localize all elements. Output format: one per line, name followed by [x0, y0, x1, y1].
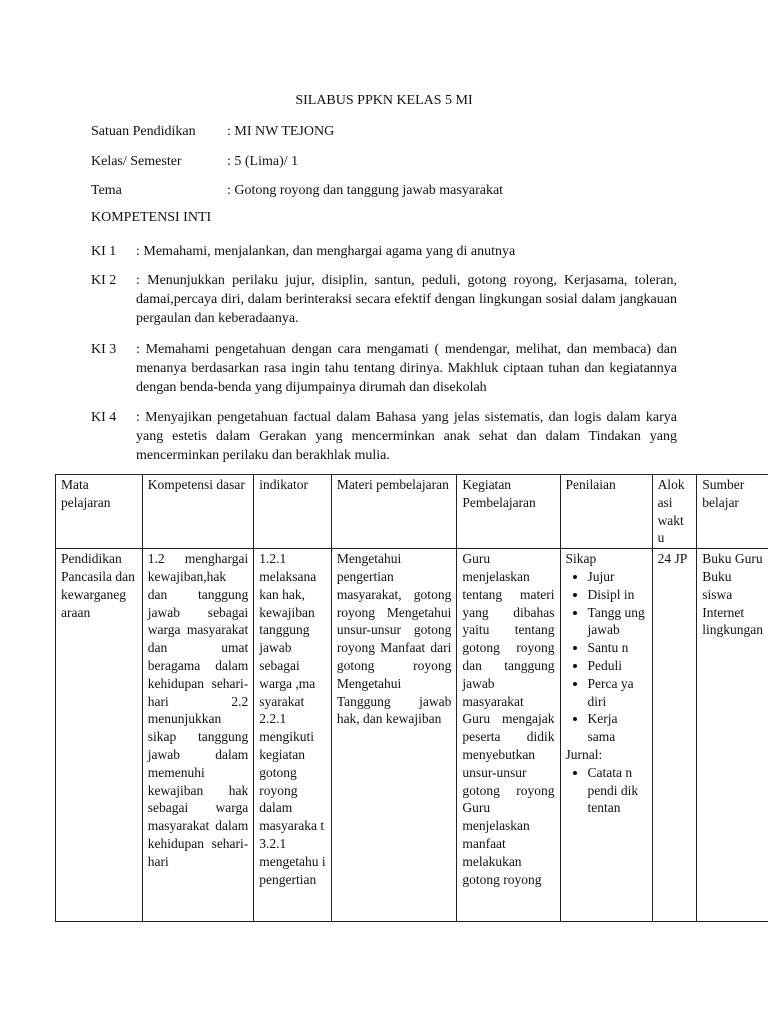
- header-cell: indikator: [254, 475, 332, 549]
- materi-cell: Mengetahui pengertian masyarakat, gotong royong Mengetahui unsur-unsur gotong royong Manfaat dari gotong royong Mengetahui Tanggung jawab hak, dan kewajiban: [331, 549, 457, 922]
- ki-item-4: [91, 408, 677, 465]
- ki-item-2: [91, 271, 677, 328]
- header-cell: Kompetensi dasar: [142, 475, 254, 549]
- header-cell: Penilaian: [560, 475, 652, 549]
- list-item: • Disipl in: [588, 586, 647, 604]
- ki-item-3: [91, 340, 677, 397]
- ki-text: : Memahami pengetahuan dengan cara mengamati ( mendengar, melihat, dan membaca) dan menanya berdasarkan rasa ingin tahu tentang dirinya. Makhluk ciptaan tuhan dan kegiatannya dengan benda-benda yang dijumpainya dirumah dan disekolah: [136, 342, 677, 395]
- ki-number: KI 3: [91, 342, 117, 357]
- table-row: [56, 549, 768, 922]
- header-cell: Alok asi wakt u: [652, 475, 697, 549]
- ki-number: KI 2: [91, 273, 117, 288]
- jurnal-label: Jurnal:: [565, 746, 603, 762]
- penilaian-cell: [560, 549, 652, 922]
- document-title: SILABUS PPKN KELAS 5 MI: [295, 93, 473, 108]
- list-item: • Jujur: [588, 568, 647, 586]
- sikap-list: [566, 568, 647, 746]
- ki-text: : Menyajikan pengetahuan factual dalam Bahasa yang jelas sistematis, dan logis dalam karya yang estetis dalam Gerakan yang mencerminkan anak sehat dan dalam Tindakan yang mencerminkan perilaku dan berakhlak mulia.: [136, 410, 677, 463]
- header-cell: Sumber belajar: [697, 475, 768, 549]
- header-cell: Kegiatan Pembelajaran: [457, 475, 560, 549]
- ki-text: : Memahami, menjalankan, dan menghargai agama yang di anutnya: [136, 244, 516, 259]
- header-cell: Mata pelajaran: [56, 475, 143, 549]
- alokasi-cell: 24 JP: [652, 549, 697, 922]
- table-header-row: [56, 475, 768, 549]
- ki-number: KI 4: [91, 410, 117, 425]
- list-item: • Kerja sama: [588, 710, 647, 746]
- meta-value: : Gotong royong dan tanggung jawab masyarakat: [227, 183, 504, 198]
- meta-label: Kelas/ Semester: [91, 154, 182, 169]
- ki-item-1: [91, 242, 677, 261]
- mata-pelajaran-cell: Pendidikan Pancasila dan kewarganeg araan: [56, 549, 143, 922]
- meta-kelas-semester: [91, 154, 298, 170]
- list-item: • Santu n: [588, 639, 647, 657]
- list-item: • Tangg ung jawab: [588, 604, 647, 640]
- sumber-cell: Buku Guru Buku siswa Internet lingkungan: [697, 549, 768, 922]
- meta-satuan-pendidikan: [91, 124, 334, 140]
- sikap-label: Sikap: [565, 551, 597, 567]
- header-cell: Materi pembelajaran: [331, 475, 457, 549]
- meta-value: : 5 (Lima)/ 1: [227, 154, 299, 169]
- kompetensi-dasar-cell: 1.2 menghargai kewajiban,hak dan tanggung jawab sebagai warga masyarakat dan umat beragama dalam kehidupan sehari-hari 2.2 menunjukkan sikap tanggung jawab dalam memenuhi kewajiban hak sebagai warga masyarakat dalam kehidupan sehari- hari: [142, 549, 254, 922]
- ki-text: : Menunjukkan perilaku jujur, disiplin, santun, peduli, gotong royong, Kerjasama, toleran, damai,percaya diri, dalam berinteraksi secara efektif dengan lingkungan sosial dalam jangkauan pergaulan dan keberadaanya.: [136, 273, 677, 326]
- ki-number: KI 1: [91, 244, 117, 259]
- kompetensi-inti-heading: KOMPETENSI INTI: [91, 210, 212, 225]
- list-item: • Catata n pendi dik tentan: [588, 764, 647, 817]
- kegiatan-cell: Guru menjelaskan tentang materi yang dibahas yaitu tentang gotong royong dan tanggung jawab masyarakat Guru mengajak peserta didik menyebutkan unsur-unsur gotong royong Guru menjelaskan manfaat melakukan gotong royong: [457, 549, 560, 922]
- indikator-cell: 1.2.1 melaksana kan hak, kewajiban tanggung jawab sebagai warga ,ma syarakat 2.2.1 mengikuti kegiatan gotong royong dalam masyaraka t 3.2.1 mengetahu i pengertian: [254, 549, 332, 922]
- jurnal-list: [566, 764, 647, 817]
- meta-tema: [91, 183, 503, 199]
- syllabus-table: [55, 474, 768, 922]
- meta-label: Tema: [91, 183, 122, 198]
- meta-value: : MI NW TEJONG: [227, 124, 335, 139]
- list-item: • Peduli: [588, 657, 647, 675]
- list-item: • Perca ya diri: [588, 675, 647, 711]
- meta-label: Satuan Pendidikan: [91, 124, 196, 139]
